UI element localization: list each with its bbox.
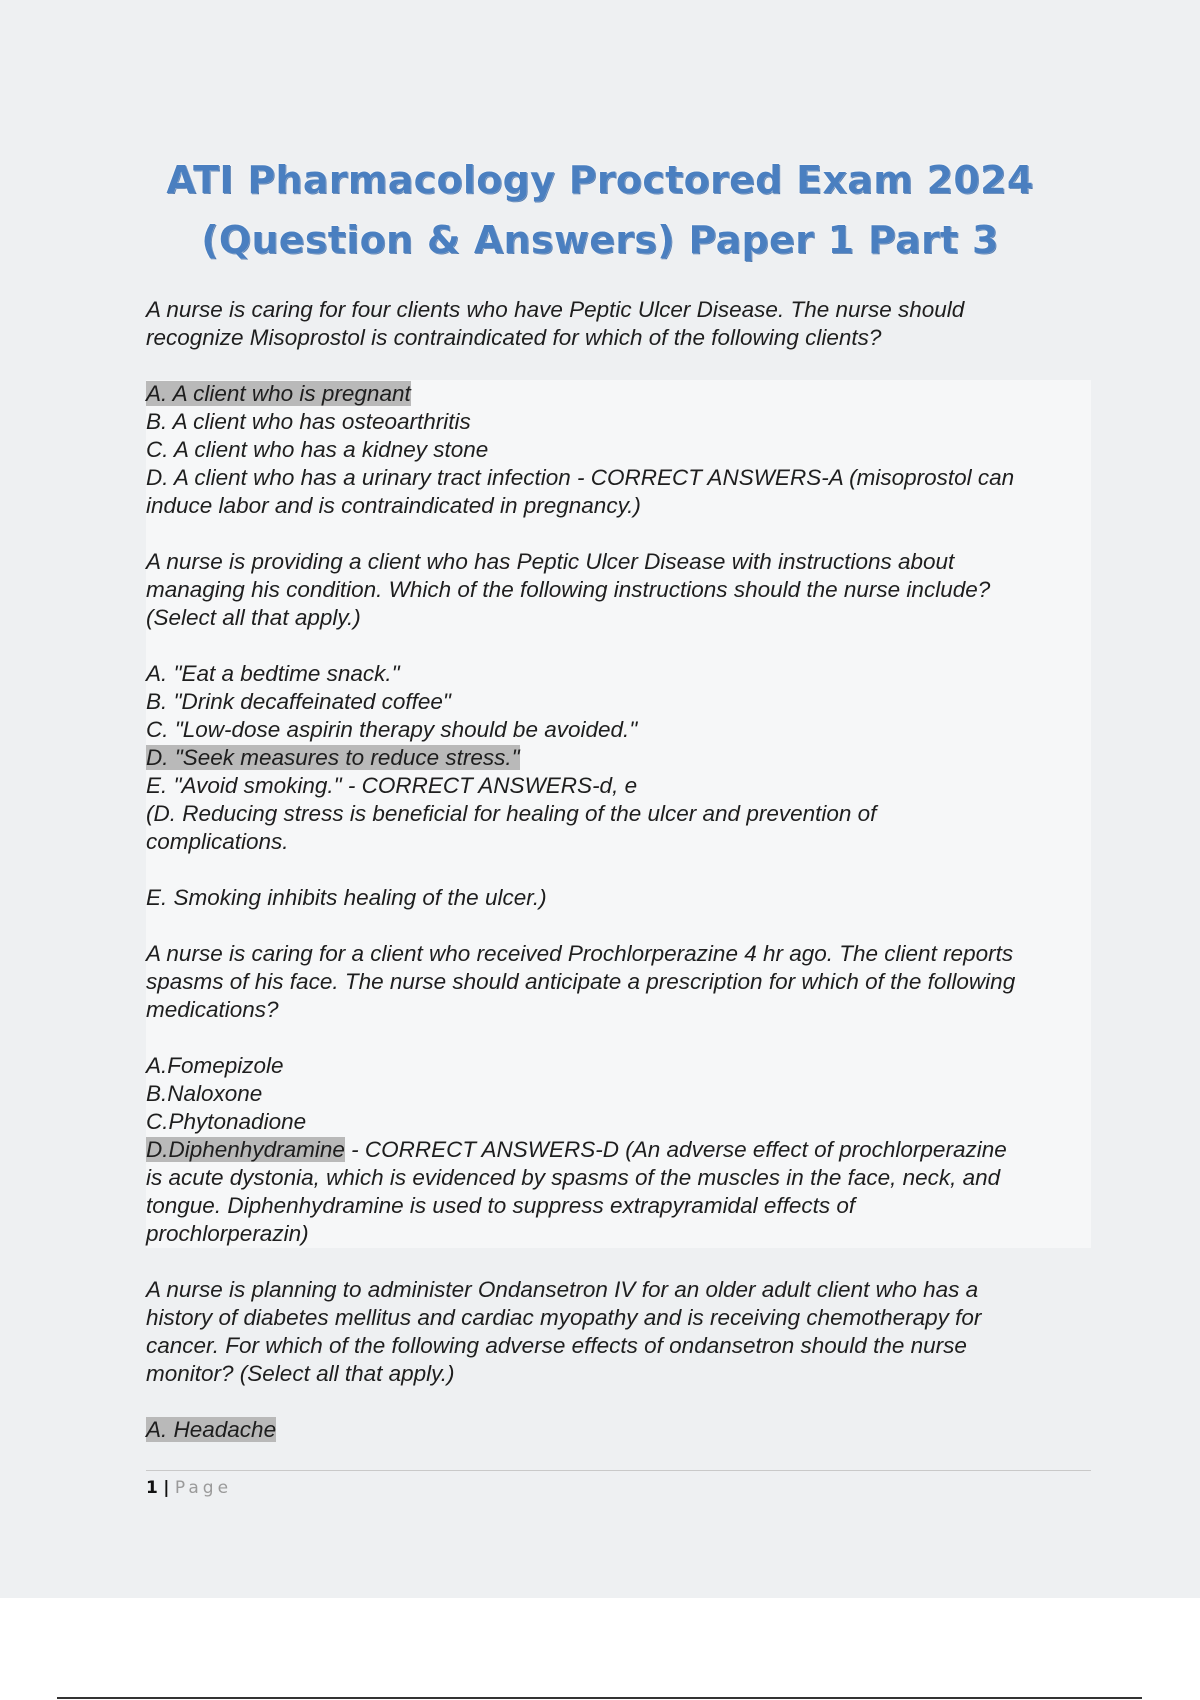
q3-stem-line-1: A nurse is caring for a client who received Prochlorperazine 4 hr ago. The client reports bbox=[146, 941, 1014, 966]
q4-stem-line-3: cancer. For which of the following adverse effects of ondansetron should the nurse bbox=[146, 1333, 967, 1358]
q1-option-a-highlighted: A. A client who is pregnant bbox=[146, 381, 411, 406]
q4-stem-line-4: monitor? (Select all that apply.) bbox=[146, 1361, 455, 1386]
q3-option-c: C.Phytonadione bbox=[146, 1109, 307, 1134]
q1-options bbox=[146, 380, 1091, 1248]
q2-stem-line-3: (Select all that apply.) bbox=[146, 605, 361, 630]
document-title bbox=[0, 150, 1200, 270]
q3-option-a: A.Fomepizole bbox=[146, 1053, 284, 1078]
q3-stem-line-3: medications? bbox=[146, 997, 279, 1022]
title-line-1: ATI Pharmacology Proctored Exam 2024 bbox=[166, 158, 1034, 202]
q1-option-b: B. A client who has osteoarthritis bbox=[146, 409, 471, 434]
q3-answer-line-1: - CORRECT ANSWERS-D (An adverse effect of prochlorperazine bbox=[344, 1137, 1007, 1162]
footer-page-number: 1 bbox=[146, 1478, 158, 1498]
q2-rationale-line-2: complications. bbox=[146, 829, 289, 854]
footer-separator: | bbox=[163, 1478, 170, 1498]
footer-divider bbox=[146, 1470, 1091, 1471]
page-footer bbox=[146, 1478, 232, 1498]
q2-option-c: C. "Low-dose aspirin therapy should be avoided." bbox=[146, 717, 638, 742]
q2-option-e-answer: E. "Avoid smoking." - CORRECT ANSWERS-d, e bbox=[146, 773, 638, 798]
q2-option-b: B. "Drink decaffeinated coffee" bbox=[146, 689, 451, 714]
title-line-2: (Question & Answers) Paper 1 Part 3 bbox=[201, 218, 999, 262]
q2-option-a: A. "Eat a bedtime snack." bbox=[146, 661, 400, 686]
q4-option-a-highlighted: A. Headache bbox=[146, 1417, 277, 1442]
q1-option-c: C. A client who has a kidney stone bbox=[146, 437, 489, 462]
q1-stem-line-2: recognize Misoprostol is contraindicated for which of the following clients? bbox=[146, 325, 882, 350]
q3-answer-line-4: prochlorperazin) bbox=[146, 1221, 309, 1246]
q2-rationale-line-3: E. Smoking inhibits healing of the ulcer.) bbox=[146, 885, 547, 910]
q2-stem-line-1: A nurse is providing a client who has Peptic Ulcer Disease with instructions about bbox=[146, 549, 955, 574]
q3-answer-line-3: tongue. Diphenhydramine is used to suppress extrapyramidal effects of bbox=[146, 1193, 856, 1218]
footer-page-label: Page bbox=[174, 1478, 233, 1498]
q3-option-b: B.Naloxone bbox=[146, 1081, 263, 1106]
q4-stem-line-1: A nurse is planning to administer Ondansetron IV for an older adult client who has a bbox=[146, 1277, 979, 1302]
q3-stem-line-2: spasms of his face. The nurse should anticipate a prescription for which of the following bbox=[146, 969, 1016, 994]
document-body bbox=[146, 296, 1091, 1444]
q1-stem-line-1: A nurse is caring for four clients who have Peptic Ulcer Disease. The nurse should bbox=[146, 297, 965, 322]
q3-option-d-highlighted: D.Diphenhydramine bbox=[146, 1137, 345, 1162]
q2-stem-line-2: managing his condition. Which of the following instructions should the nurse include? bbox=[146, 577, 991, 602]
q3-answer-line-2: is acute dystonia, which is evidenced by spasms of the muscles in the face, neck, and bbox=[146, 1165, 1001, 1190]
q4-stem-line-2: history of diabetes mellitus and cardiac myopathy and is receiving chemotherapy for bbox=[146, 1305, 982, 1330]
q1-option-d-answer: D. A client who has a urinary tract infection - CORRECT ANSWERS-A (misoprostol can bbox=[146, 465, 1015, 490]
q2-option-d-highlighted: D. "Seek measures to reduce stress." bbox=[146, 745, 520, 770]
q2-rationale-line-1: (D. Reducing stress is beneficial for healing of the ulcer and prevention of bbox=[146, 801, 877, 826]
bottom-divider bbox=[57, 1697, 1142, 1699]
q1-answer-rationale: induce labor and is contraindicated in pregnancy.) bbox=[146, 493, 641, 518]
